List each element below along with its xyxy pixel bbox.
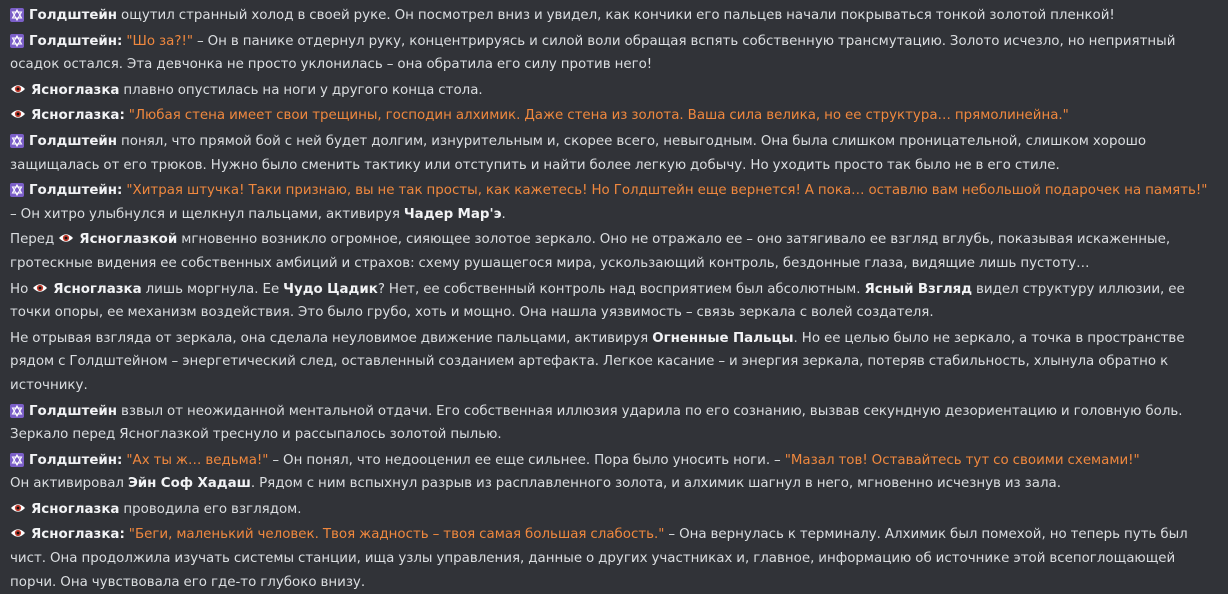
message-yasnoglazka — [10, 498, 1212, 522]
eye-icon — [32, 279, 48, 291]
message-text: Но — [10, 281, 33, 297]
speaker-name: Ясноглазкой — [79, 232, 178, 248]
speaker-name: Голдштейн: — [29, 183, 123, 199]
ability-name: Эйн Соф Хадаш — [127, 476, 251, 492]
dialogue-quote: "Любая стена имеет свои трещины, господин алхимик. Даже стена из золота. Ваша сила велика, но ее структура… прямолинейна." — [128, 108, 1069, 124]
dialogue-quote: "Хитрая штучка! Таки признаю, вы не так просты, как кажетесь! Но Голдштейн еще вернется! А пока… оставлю вам небольшой подарочек на память!" — [126, 183, 1208, 199]
dialogue-quote: "Ах ты ж… ведьма!" — [126, 452, 269, 468]
message-goldstein — [10, 30, 1212, 77]
star-of-david-icon — [10, 34, 24, 48]
speaker-name: Ясноглазка — [53, 281, 142, 297]
message-text: . Рядом с ним вспыхнул разрыв из расплавленного золота, и алхимик шагнул в него, мгновенно исчезнув из зала. — [250, 476, 1061, 492]
speaker-name: Голдштейн — [29, 403, 118, 419]
star-of-david-icon — [10, 8, 24, 22]
dialogue-quote: "Беги, маленький человек. Твоя жадность – твоя самая большая слабость." — [128, 527, 665, 543]
message-yasnoglazka — [10, 79, 1212, 103]
speaker-name: Голдштейн: — [29, 452, 123, 468]
message-narration — [10, 327, 1212, 398]
dialogue-quote: "Шо за?!" — [126, 33, 193, 49]
star-of-david-icon — [10, 134, 24, 148]
speaker-name: Ясноглазка: — [31, 527, 125, 543]
speaker-name: Голдштейн: — [29, 33, 123, 49]
eye-icon — [58, 229, 74, 241]
eye-icon — [10, 105, 26, 117]
eye-icon — [10, 80, 26, 92]
star-of-david-icon — [10, 453, 24, 467]
ability-name: Ясный Взгляд — [864, 281, 973, 297]
message-text: ощутил странный холод в своей руке. Он посмотрел вниз и увидел, как кончики его пальцев начали покрываться тонкой золотой пленкой! — [117, 8, 1115, 23]
message-text: . Но ее целью было не зеркало, а точка в пространстве рядом с Голдштейном – энергетический след, оставленный созданием артефакта. Легкое касание – и энергия зеркала, потеряв стабильность, хлынула обратно к источнику. — [10, 330, 1185, 393]
eye-icon — [10, 524, 26, 536]
message-yasnoglazka — [10, 104, 1212, 128]
message-narration — [10, 472, 1212, 496]
message-goldstein — [10, 130, 1212, 177]
message-narration — [10, 278, 1212, 325]
message-text: – Он хитро улыбнулся и щелкнул пальцами, активируя — [10, 206, 404, 222]
speaker-name: Голдштейн — [29, 133, 118, 149]
message-text: ? Нет, ее собственный контроль над восприятием был абсолютным. — [377, 281, 865, 297]
dialogue-quote: "Мазал тов! Оставайтесь тут со своими схемами!" — [784, 452, 1140, 468]
message-text: – Она вернулась к терминалу. Алхимик был помехой, но теперь путь был чист. Она продолжила изучать системы станции, ища узлы управления, данные о других участниках и, главное, информацию об источнике этой всепоглощающей порчи. Она чувствовала его где-то глубоко внизу. — [10, 527, 1188, 590]
star-of-david-icon — [10, 404, 24, 418]
ability-name: Огненные Пальцы — [652, 330, 794, 346]
ability-name: Чудо Цадик — [283, 281, 378, 297]
message-text: взвыл от неожиданной ментальной отдачи. Его собственная иллюзия ударила по его сознанию, вызвав секундную дезориентацию и головную боль. Зеркало перед Ясноглазкой треснуло и рассыпалось золотой пылью. — [10, 403, 1183, 443]
message-text: проводила его взглядом. — [119, 501, 302, 517]
speaker-name: Голдштейн — [29, 8, 118, 23]
message-narration — [10, 228, 1212, 275]
message-text: понял, что прямой бой с ней будет долгим, изнурительным и, скорее всего, невыгодным. Она была слишком проницательной, слишком хорошо защищалась от его трюков. Нужно было сменить тактику или отступить и найти более легкую добычу. Но уходить просто так было не в его стиле. — [10, 133, 1147, 173]
message-text: Он активировал — [10, 476, 128, 492]
eye-icon — [10, 499, 26, 511]
star-of-david-icon — [10, 183, 24, 197]
message-goldstein — [10, 4, 1212, 28]
message-text: мгновенно возникло огромное, сияющее золотое зеркало. Оно не отражало ее – оно затягивало ее взгляд вглубь, показывая искаженные, гротескные видения ее собственных амбиций и страхов: схему рушащегося мира, ускользающий контроль, бездонные глаза, видящие лишь пустоту… — [10, 232, 1171, 271]
speaker-name: Ясноглазка: — [31, 108, 125, 124]
ability-name: Чадер Мар'э — [403, 206, 502, 222]
message-goldstein — [10, 400, 1212, 447]
speaker-name: Ясноглазка — [31, 501, 120, 517]
message-text: видел структуру иллюзии, ее точки опоры, ее механизм воздействия. Это было грубо, хоть и мощно. Она нашла уязвимость – связь зеркала с волей создателя. — [10, 281, 1185, 321]
message-text: . — [501, 206, 506, 222]
message-yasnoglazka — [10, 523, 1212, 594]
message-text: – Он понял, что недооценил ее еще сильнее. Пора было уносить ноги. – — [268, 452, 785, 468]
message-text: плавно опустилась на ноги у другого конца стола. — [119, 82, 483, 98]
message-text: – Он в панике отдернул руку, концентрируясь и силой воли обращая вспять собственную трансмутацию. Золото исчезло, но неприятный осадок остался. Эта девчонка не просто уклонилась – она обратила его силу против него! — [10, 33, 1176, 73]
message-text: лишь моргнула. Ее — [141, 281, 284, 297]
message-goldstein — [10, 179, 1212, 226]
message-goldstein — [10, 449, 1212, 473]
speaker-name: Ясноглазка — [31, 82, 120, 98]
message-text: Перед — [10, 232, 59, 248]
message-text: Не отрывая взгляда от зеркала, она сделала неуловимое движение пальцами, активируя — [10, 330, 653, 346]
